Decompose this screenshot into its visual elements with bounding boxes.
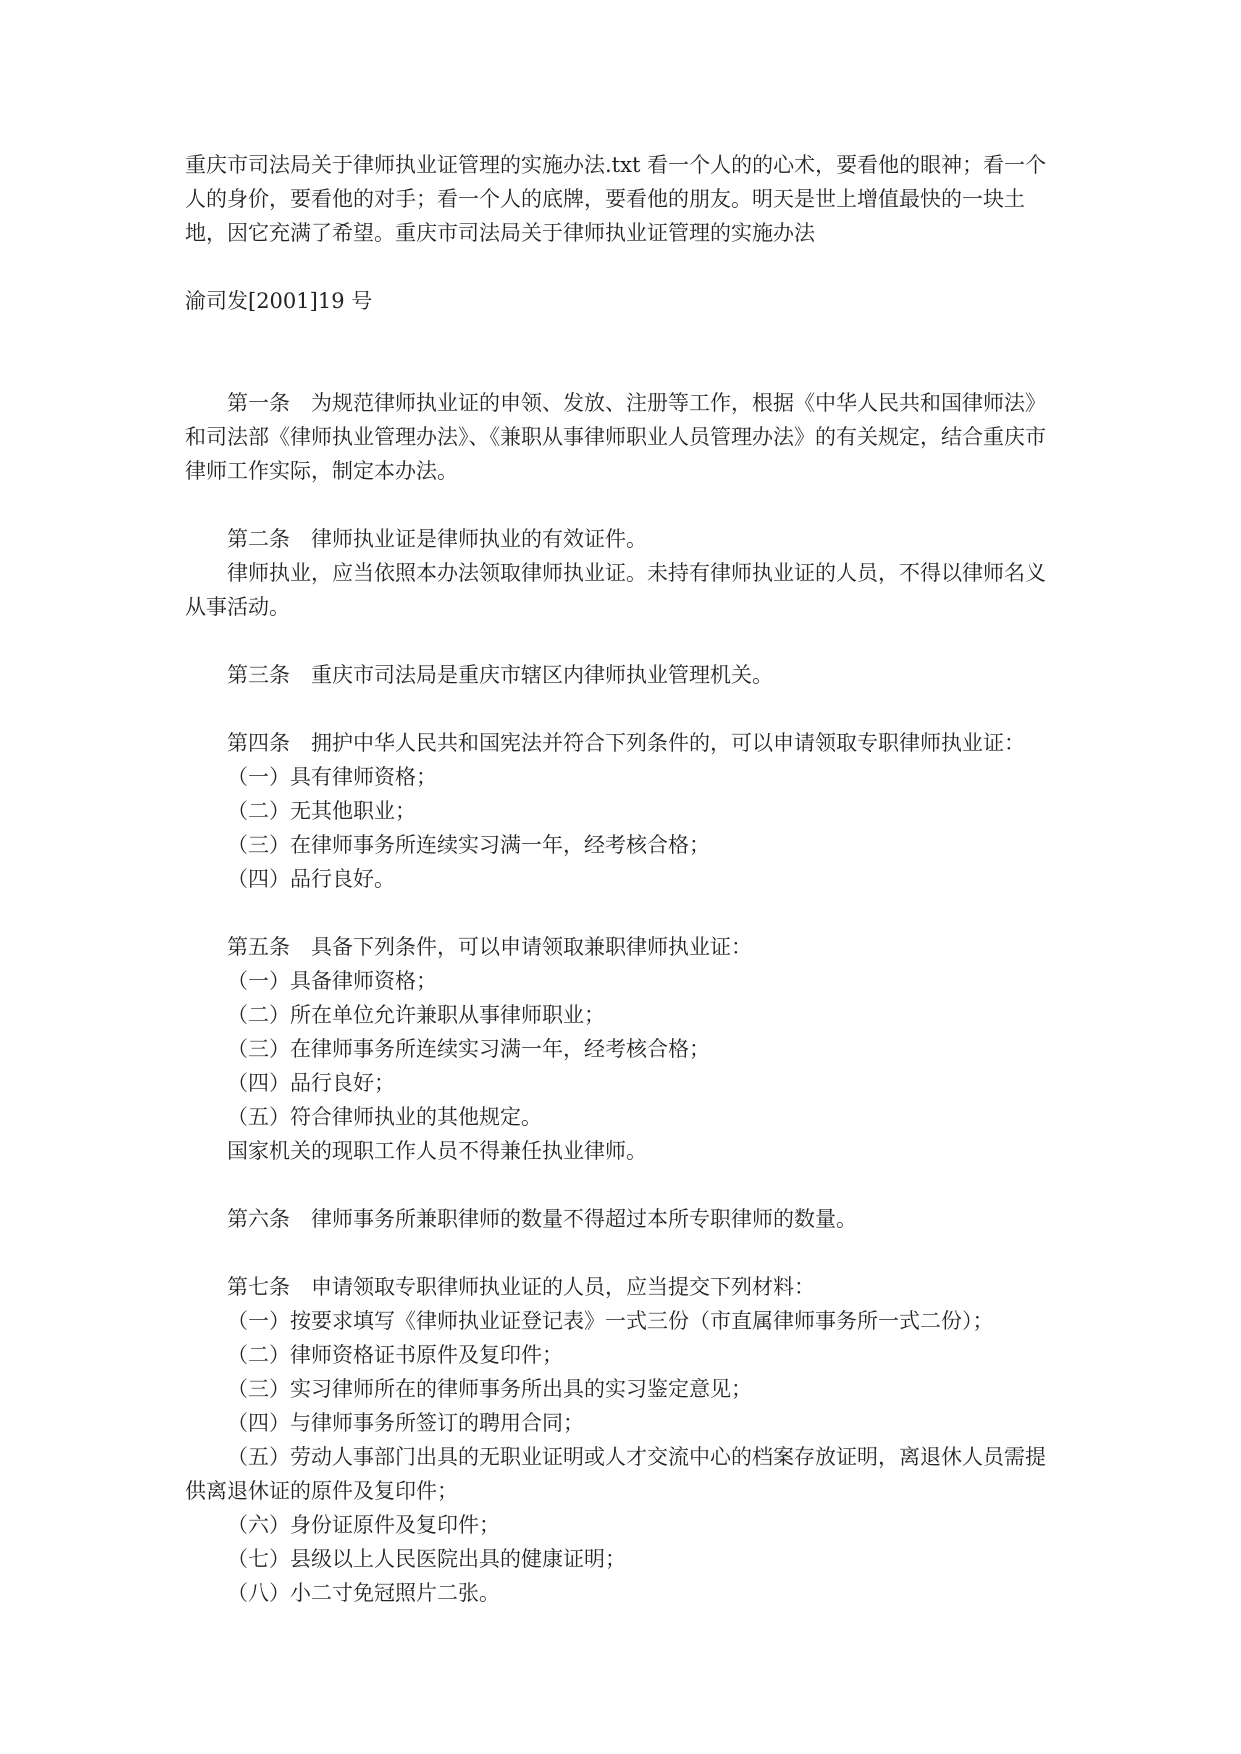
article-7-item: （一）按要求填写《律师执业证登记表》一式三份（市直属律师事务所一式二份）； bbox=[227, 1309, 994, 1333]
article-7-item: （四）与律师事务所签订的聘用合同； bbox=[227, 1411, 584, 1435]
article-5-item: （二）所在单位允许兼职从事律师职业； bbox=[227, 1003, 605, 1027]
article-7-item: （八）小二寸免冠照片二张。 bbox=[227, 1581, 500, 1605]
spacer bbox=[185, 624, 1065, 658]
article-7-item: （六）身份证原件及复印件； bbox=[227, 1513, 500, 1537]
article-6: 第六条 律师事务所兼职律师的数量不得超过本所专职律师的数量。 bbox=[227, 1207, 857, 1231]
article-5-item: （三）在律师事务所连续实习满一年，经考核合格； bbox=[227, 1037, 710, 1061]
document-number: 渝司发[2001]19 号 bbox=[185, 289, 373, 313]
spacer bbox=[185, 250, 1065, 284]
article-4-item: （四）品行良好。 bbox=[227, 867, 395, 891]
article-5-item: （五）符合律师执业的其他规定。 bbox=[227, 1105, 542, 1129]
article-2: 第二条 律师执业证是律师执业的有效证件。 bbox=[227, 527, 647, 551]
intro-paragraph: 重庆市司法局关于律师执业证管理的实施办法.txt 看一个人的的心术，要看他的眼神；看一个人的身价，要看他的对手；看一个人的底牌，要看他的朋友。明天是世上增值最快的一块土地，因它充满了希望。重庆市司法局关于律师执业证管理的实施办法 bbox=[185, 153, 1047, 245]
article-5-item: （四）品行良好； bbox=[227, 1071, 395, 1095]
article-7-item: （七）县级以上人民医院出具的健康证明； bbox=[227, 1547, 626, 1571]
article-2-paragraph-2: 律师执业，应当依照本办法领取律师执业证。未持有律师执业证的人员，不得以律师名义从事活动。 bbox=[185, 561, 1046, 619]
article-7-item: （二）律师资格证书原件及复印件； bbox=[227, 1343, 563, 1367]
spacer bbox=[185, 318, 1065, 386]
article-5-note: 国家机关的现职工作人员不得兼任执业律师。 bbox=[227, 1139, 647, 1163]
article-1: 第一条 为规范律师执业证的申领、发放、注册等工作，根据《中华人民共和国律师法》和司法部《律师执业管理办法》、《兼职从事律师职业人员管理办法》的有关规定，结合重庆市律师工作实际，制定本办法。 bbox=[185, 391, 1046, 483]
spacer bbox=[185, 1168, 1065, 1202]
spacer bbox=[185, 488, 1065, 522]
article-7-item: （三）实习律师所在的律师事务所出具的实习鉴定意见； bbox=[227, 1377, 752, 1401]
article-5: 第五条 具备下列条件，可以申请领取兼职律师执业证： bbox=[227, 935, 752, 959]
document-page bbox=[185, 148, 1065, 1610]
spacer bbox=[185, 692, 1065, 726]
article-7: 第七条 申请领取专职律师执业证的人员，应当提交下列材料： bbox=[227, 1275, 815, 1299]
article-7-item: （五）劳动人事部门出具的无职业证明或人才交流中心的档案存放证明，离退休人员需提供离退休证的原件及复印件； bbox=[185, 1445, 1046, 1503]
article-3: 第三条 重庆市司法局是重庆市辖区内律师执业管理机关。 bbox=[227, 663, 773, 687]
spacer bbox=[185, 1236, 1065, 1270]
spacer bbox=[185, 896, 1065, 930]
article-4-item: （三）在律师事务所连续实习满一年，经考核合格； bbox=[227, 833, 710, 857]
article-4: 第四条 拥护中华人民共和国宪法并符合下列条件的，可以申请领取专职律师执业证： bbox=[227, 731, 1025, 755]
article-5-item: （一）具备律师资格； bbox=[227, 969, 437, 993]
article-4-item: （一）具有律师资格； bbox=[227, 765, 437, 789]
article-4-item: （二）无其他职业； bbox=[227, 799, 416, 823]
